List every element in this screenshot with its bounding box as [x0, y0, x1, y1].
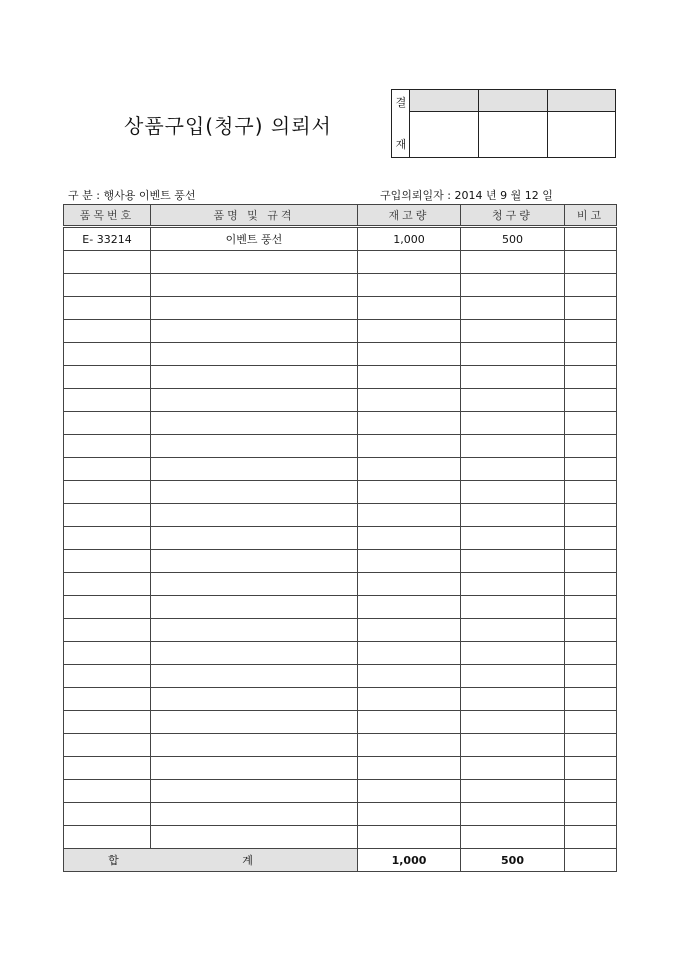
- table-cell: [151, 435, 358, 458]
- table-cell: [461, 297, 565, 320]
- table-cell: [151, 711, 358, 734]
- table-row: [64, 688, 617, 711]
- table-cell: [565, 227, 617, 251]
- table-cell: [151, 573, 358, 596]
- table-cell: [565, 688, 617, 711]
- table-cell: [461, 458, 565, 481]
- table-cell: [64, 481, 151, 504]
- table-cell: [461, 596, 565, 619]
- table-cell: [461, 665, 565, 688]
- header-item-number: 품목번호: [64, 205, 151, 227]
- table-cell: [358, 642, 461, 665]
- table-cell: [151, 320, 358, 343]
- table-cell: [64, 711, 151, 734]
- table-cell: [151, 619, 358, 642]
- table-cell: [64, 412, 151, 435]
- table-cell: [461, 711, 565, 734]
- table-cell: [151, 458, 358, 481]
- table-row: [64, 803, 617, 826]
- table-cell: [461, 619, 565, 642]
- table-row: [64, 251, 617, 274]
- table-cell: [565, 803, 617, 826]
- table-row: [64, 504, 617, 527]
- table-cell: [64, 297, 151, 320]
- table-cell: [64, 504, 151, 527]
- table-cell: [358, 435, 461, 458]
- table-row: [64, 320, 617, 343]
- table-cell: [64, 251, 151, 274]
- approval-header-row: [410, 90, 615, 112]
- table-cell: [358, 251, 461, 274]
- table-cell: [358, 320, 461, 343]
- table-cell: [358, 504, 461, 527]
- table-cell: [461, 642, 565, 665]
- table-cell: [358, 596, 461, 619]
- table-body: [64, 227, 617, 849]
- table-cell: [151, 826, 358, 849]
- table-row: [64, 665, 617, 688]
- table-cell: [565, 274, 617, 297]
- table-cell: [358, 665, 461, 688]
- table-cell: [565, 343, 617, 366]
- table-cell: [64, 274, 151, 297]
- table-cell: 1,000: [358, 227, 461, 251]
- table-row: [64, 711, 617, 734]
- table-cell: [565, 297, 617, 320]
- table-cell: [151, 251, 358, 274]
- table-cell: [565, 596, 617, 619]
- table-cell: [151, 274, 358, 297]
- table-row: [64, 642, 617, 665]
- table-cell: [358, 803, 461, 826]
- table-cell: [565, 320, 617, 343]
- approval-label-bottom: 재: [395, 138, 407, 151]
- table-cell: [151, 780, 358, 803]
- table-cell: [64, 619, 151, 642]
- table-cell: [461, 343, 565, 366]
- table-row: [64, 389, 617, 412]
- table-cell: [64, 596, 151, 619]
- table-cell: [64, 458, 151, 481]
- table-row: [64, 412, 617, 435]
- table-row: [64, 435, 617, 458]
- total-stock: 1,000: [358, 849, 461, 872]
- request-date-line: [380, 187, 553, 203]
- total-label: 합 계: [64, 849, 358, 872]
- table-cell: [151, 366, 358, 389]
- table-cell: [565, 366, 617, 389]
- table-cell: [461, 366, 565, 389]
- table-row: [64, 757, 617, 780]
- table-cell: [461, 274, 565, 297]
- table-row: [64, 527, 617, 550]
- table-cell: [461, 573, 565, 596]
- table-cell: [461, 757, 565, 780]
- table-cell: [151, 688, 358, 711]
- table-cell: [565, 389, 617, 412]
- table-cell: [151, 504, 358, 527]
- table-row: [64, 227, 617, 251]
- table-cell: [358, 757, 461, 780]
- table-cell: [64, 550, 151, 573]
- request-date-label: 구입의뢰일자 :: [380, 189, 451, 202]
- table-cell: [565, 435, 617, 458]
- table-cell: [565, 251, 617, 274]
- table-cell: [64, 757, 151, 780]
- table-cell: [151, 297, 358, 320]
- table-cell: [151, 596, 358, 619]
- table-cell: [461, 251, 565, 274]
- table-cell: [358, 366, 461, 389]
- table-cell: [461, 412, 565, 435]
- table-cell: [64, 642, 151, 665]
- table-cell: [565, 711, 617, 734]
- table-cell: [461, 320, 565, 343]
- table-cell: [461, 734, 565, 757]
- table-cell: [64, 435, 151, 458]
- table-cell: [358, 573, 461, 596]
- table-cell: E- 33214: [64, 227, 151, 251]
- table-cell: [358, 274, 461, 297]
- table-cell: [358, 458, 461, 481]
- total-row: [64, 849, 617, 872]
- table-cell: [151, 550, 358, 573]
- table-cell: [565, 665, 617, 688]
- table-row: [64, 619, 617, 642]
- table-cell: [64, 688, 151, 711]
- table-cell: [461, 435, 565, 458]
- table-row: [64, 458, 617, 481]
- request-date-value: 2014 년 9 월 12 일: [454, 189, 553, 202]
- table-cell: [64, 734, 151, 757]
- table-cell: [151, 389, 358, 412]
- table-cell: [151, 803, 358, 826]
- table-cell: [565, 734, 617, 757]
- table-cell: [64, 343, 151, 366]
- table-cell: [151, 734, 358, 757]
- table-cell: [151, 665, 358, 688]
- table-cell: [64, 366, 151, 389]
- table-cell: [151, 642, 358, 665]
- approval-label-column: [392, 90, 410, 157]
- table-cell: 500: [461, 227, 565, 251]
- table-cell: [565, 757, 617, 780]
- table-cell: [565, 573, 617, 596]
- table-cell: [358, 780, 461, 803]
- table-cell: [358, 711, 461, 734]
- table-cell: [358, 826, 461, 849]
- table-cell: [64, 665, 151, 688]
- table-cell: [151, 757, 358, 780]
- table-cell: [151, 412, 358, 435]
- table-cell: [565, 550, 617, 573]
- table-cell: [358, 619, 461, 642]
- table-cell: [64, 320, 151, 343]
- table-row: [64, 826, 617, 849]
- table-cell: [358, 734, 461, 757]
- table-cell: [358, 527, 461, 550]
- total-remarks: [565, 849, 617, 872]
- table-cell: [461, 527, 565, 550]
- approval-divider: [478, 90, 479, 157]
- table-cell: [358, 297, 461, 320]
- approval-divider: [547, 90, 548, 157]
- table-row: [64, 780, 617, 803]
- header-request-qty: 청구량: [461, 205, 565, 227]
- table-row: [64, 343, 617, 366]
- table-cell: [358, 481, 461, 504]
- table-cell: [565, 826, 617, 849]
- purchase-request-table: [63, 204, 617, 872]
- table-row: [64, 596, 617, 619]
- table-cell: [151, 527, 358, 550]
- table-cell: [565, 481, 617, 504]
- table-row: [64, 481, 617, 504]
- header-remarks: 비고: [565, 205, 617, 227]
- table-cell: [64, 780, 151, 803]
- table-cell: [358, 412, 461, 435]
- category-value: 행사용 이벤트 풍선: [103, 189, 196, 202]
- category-label: 구 분 :: [68, 189, 100, 202]
- table-row: [64, 734, 617, 757]
- table-cell: [64, 527, 151, 550]
- table-cell: [358, 688, 461, 711]
- table-cell: [461, 688, 565, 711]
- table-cell: [151, 481, 358, 504]
- header-stock: 재고량: [358, 205, 461, 227]
- table-row: [64, 573, 617, 596]
- table-cell: [461, 826, 565, 849]
- table-cell: [461, 780, 565, 803]
- document-title: 상품구입(청구) 의뢰서: [124, 114, 332, 138]
- table-cell: [461, 803, 565, 826]
- table-row: [64, 274, 617, 297]
- table-cell: [151, 343, 358, 366]
- total-request: 500: [461, 849, 565, 872]
- table-cell: [64, 389, 151, 412]
- table-cell: [565, 642, 617, 665]
- table-cell: 이벤트 풍선: [151, 227, 358, 251]
- table-row: [64, 366, 617, 389]
- table-cell: [64, 573, 151, 596]
- approval-label-top: 결: [395, 96, 407, 109]
- table-cell: [565, 780, 617, 803]
- table-cell: [565, 527, 617, 550]
- table-header-row: [64, 205, 617, 227]
- table-cell: [461, 389, 565, 412]
- table-cell: [64, 826, 151, 849]
- table-row: [64, 297, 617, 320]
- table-cell: [358, 389, 461, 412]
- table-cell: [358, 550, 461, 573]
- table-row: [64, 550, 617, 573]
- table-cell: [565, 412, 617, 435]
- approval-box: [391, 89, 616, 158]
- header-item-name: 품명 및 규격: [151, 205, 358, 227]
- table-cell: [64, 803, 151, 826]
- table-cell: [461, 481, 565, 504]
- category-line: [68, 187, 195, 203]
- table-cell: [565, 504, 617, 527]
- table-cell: [461, 550, 565, 573]
- table-cell: [461, 504, 565, 527]
- table-cell: [565, 619, 617, 642]
- table-cell: [565, 458, 617, 481]
- table-cell: [358, 343, 461, 366]
